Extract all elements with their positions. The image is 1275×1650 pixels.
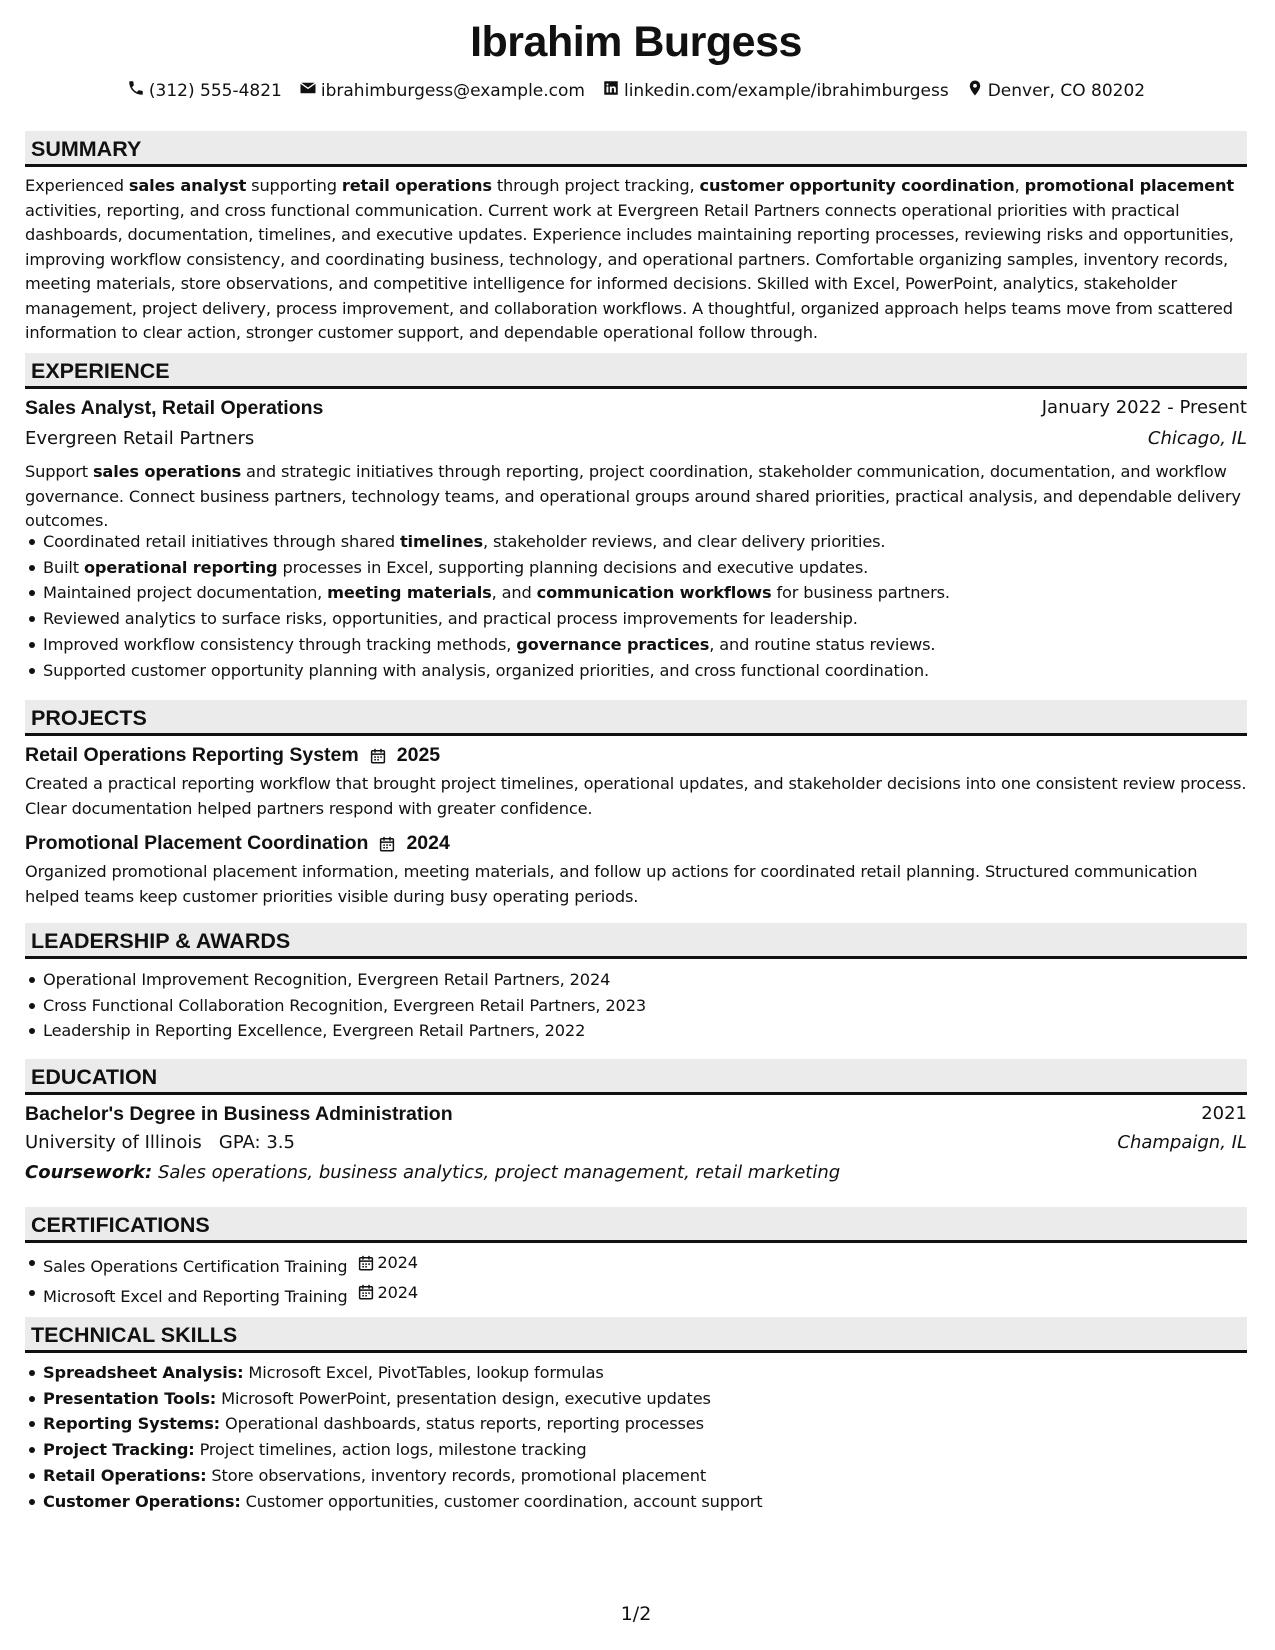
project-description: Created a practical reporting workflow that brought project timelines, operational updates, and stakeholder decisions into one consistent review process. Clear documentation helped partners respond with greater confidence. [25, 774, 1247, 818]
bullet-text: Maintained project documentation, [43, 583, 328, 603]
bullet-text: Built [43, 557, 84, 577]
project-title: Retail Operations Reporting System [25, 744, 359, 766]
bullet-text: , stakeholder reviews, and clear delivery priorities. [482, 532, 886, 551]
school-name: University of Illinois [25, 1132, 202, 1153]
skill-label: Reporting Systems: [43, 1414, 221, 1434]
job-bullets [25, 529, 1255, 683]
project-title: Promotional Placement Coordination [25, 832, 369, 854]
contact-bar [25, 79, 1247, 102]
section-title: PROJECTS [31, 706, 147, 730]
school-line [25, 1132, 295, 1153]
coursework-line [25, 1162, 840, 1183]
list-item [25, 1386, 1255, 1412]
skill-value: Store observations, inventory records, promotional placement [206, 1465, 707, 1485]
list-item [25, 632, 1255, 658]
list-item [25, 1360, 1255, 1386]
job-description [25, 460, 1255, 534]
email-text: ibrahimburgess@example.com [320, 80, 585, 101]
leadership-list [25, 967, 1255, 1044]
skill-label: Project Tracking: [43, 1440, 195, 1460]
bullet-text: , and [491, 583, 537, 603]
section-header-projects [25, 700, 1247, 736]
skill-value: Microsoft Excel, PivotTables, lookup formulas [243, 1363, 604, 1382]
summary-bold: customer opportunity coordination [699, 176, 1015, 195]
page-number: 1/2 [620, 1603, 652, 1625]
project-description: Organized promotional placement information, meeting materials, and follow up actions for coordinated retail planning. Structured communication helped teams keep customer priorities visible during busy operating periods. [25, 862, 1198, 906]
bullet-bold: governance practices [516, 634, 710, 654]
list-item [25, 1489, 1255, 1515]
list-item [25, 1280, 1255, 1310]
project-title-row [25, 744, 440, 767]
cert-name: Sales Operations Certification Training [43, 1256, 348, 1276]
phone-icon [127, 79, 145, 102]
project-year: 2025 [396, 744, 441, 766]
summary-paragraph [25, 174, 1255, 346]
list-item [25, 1463, 1255, 1489]
contact-linkedin[interactable] [602, 79, 949, 102]
summary-bold: retail operations [341, 176, 492, 195]
summary-bold: sales analyst [128, 176, 247, 195]
section-header-skills [25, 1317, 1247, 1353]
section-header-summary [25, 131, 1247, 167]
candidate-name: Ibrahim Burgess [470, 18, 802, 66]
section-header-leadership [25, 923, 1247, 959]
bullet-text: , and routine status reviews. [709, 634, 936, 654]
coursework-text: Sales operations, business analytics, project management, retail marketing [152, 1162, 841, 1183]
skill-value: Customer opportunities, customer coordination, account support [240, 1491, 763, 1511]
summary-text: through project tracking, [491, 176, 700, 195]
list-item [25, 1411, 1255, 1437]
job-location: Chicago, IL [1147, 428, 1247, 449]
list-item [25, 606, 1255, 632]
degree-year: 2021 [1201, 1103, 1247, 1124]
list-item [25, 658, 1255, 684]
bullet-text: Reviewed analytics to surface risks, opportunities, and practical process improvements for leadership. [43, 609, 858, 629]
bullet-text: Supported customer opportunity planning with analysis, organized priorities, and cross functional coordination. [43, 660, 929, 680]
section-title: TECHNICAL SKILLS [31, 1323, 238, 1347]
skills-list [25, 1360, 1255, 1514]
coursework-label: Coursework: [25, 1162, 153, 1183]
skill-value: Microsoft PowerPoint, presentation design, executive updates [216, 1388, 711, 1408]
calendar-icon [378, 835, 396, 853]
list-item [25, 1250, 1255, 1280]
list-item [25, 580, 1255, 606]
summary-bold: promotional placement [1024, 176, 1234, 195]
job-desc-text: and strategic initiatives through reporting, project coordination, stakeholder communication, documentation, and workflow governance. Connect business partners, technology teams, and operational groups around shared priorities, practical analysis, and dependable delivery outcomes. [25, 462, 1241, 530]
cert-name: Microsoft Excel and Reporting Training [43, 1286, 348, 1306]
contact-location [966, 79, 1145, 102]
envelope-icon [299, 79, 317, 102]
list-item: Leadership in Reporting Excellence, Evergreen Retail Partners, 2022 [25, 1018, 1255, 1044]
bullet-bold: operational reporting [83, 557, 278, 577]
calendar-icon [357, 1254, 375, 1272]
summary-text: Experienced [25, 176, 129, 195]
calendar-icon [357, 1283, 375, 1301]
location-text: Denver, CO 80202 [987, 80, 1146, 101]
job-desc-bold: sales operations [92, 462, 242, 481]
school-location: Champaign, IL [1117, 1132, 1247, 1153]
contact-email[interactable] [299, 79, 585, 102]
cert-date [357, 1280, 418, 1306]
project-year: 2024 [406, 832, 450, 854]
gpa: GPA: 3.5 [218, 1132, 295, 1153]
skill-value: Operational dashboards, status reports, reporting processes [220, 1414, 704, 1434]
linkedin-icon [602, 79, 620, 102]
summary-text: supporting [246, 176, 342, 195]
section-header-education [25, 1059, 1247, 1095]
skill-label: Spreadsheet Analysis: [43, 1363, 244, 1382]
contact-phone[interactable] [127, 79, 282, 102]
calendar-icon [369, 747, 387, 765]
list-item [25, 555, 1255, 581]
bullet-text: processes in Excel, supporting planning decisions and executive updates. [277, 557, 869, 577]
section-header-experience [25, 353, 1247, 389]
list-item: Operational Improvement Recognition, Evergreen Retail Partners, 2024 [25, 967, 1255, 993]
cert-date [357, 1250, 418, 1276]
bullet-text: Coordinated retail initiatives through shared [43, 532, 400, 551]
project-title-row [25, 832, 450, 855]
list-item [25, 1437, 1255, 1463]
skill-value: Project timelines, action logs, milestone tracking [194, 1440, 587, 1460]
list-item [25, 529, 1255, 555]
bullet-bold: communication workflows [536, 583, 772, 603]
section-title: LEADERSHIP & AWARDS [31, 929, 291, 953]
phone-text: (312) 555-4821 [148, 80, 282, 101]
summary-text: activities, reporting, and cross functional communication. Current work at Evergreen Retail Partners connects operational priorities with practical dashboards, documentation, timelines, and executive updates. Experience includes maintaining reporting processes, reviewing risks and opportunities, improving workflow consistency, and coordinating business, technology, and operational partners. Comfortable organizing samples, inventory records, meeting materials, store observations, and competitive intelligence for informed decisions. Skilled with Excel, PowerPoint, analytics, stakeholder management, project delivery, process improvement, and collaboration workflows. A thoughtful, organized approach helps teams move from scattered information to clear action, stronger customer support, and dependable operational follow through. [25, 200, 1234, 342]
summary-text: , [1014, 176, 1025, 195]
skill-label: Presentation Tools: [43, 1388, 217, 1408]
bullet-bold: timelines [399, 532, 483, 551]
bullet-text: Improved workflow consistency through tracking methods, [43, 634, 517, 654]
skill-label: Customer Operations: [43, 1491, 241, 1511]
job-desc-text: Support [25, 462, 93, 481]
section-title: SUMMARY [31, 137, 142, 161]
job-title: Sales Analyst, Retail Operations [25, 397, 324, 419]
linkedin-text: linkedin.com/example/ibrahimburgess [623, 80, 949, 101]
bullet-text: for business partners. [771, 583, 950, 603]
skill-label: Retail Operations: [43, 1465, 207, 1485]
section-header-certifications [25, 1207, 1247, 1243]
map-pin-icon [966, 79, 984, 102]
section-title: EDUCATION [31, 1065, 158, 1089]
cert-year: 2024 [377, 1253, 418, 1272]
degree-title: Bachelor's Degree in Business Administration [25, 1103, 453, 1125]
section-title: EXPERIENCE [31, 359, 170, 383]
job-dates: January 2022 - Present [1041, 397, 1247, 418]
section-title: CERTIFICATIONS [31, 1213, 210, 1237]
cert-year: 2024 [377, 1282, 419, 1302]
certifications-list [25, 1250, 1255, 1309]
list-item: Cross Functional Collaboration Recognition, Evergreen Retail Partners, 2023 [25, 993, 1255, 1019]
bullet-bold: meeting materials [327, 583, 492, 603]
job-company: Evergreen Retail Partners [25, 428, 255, 449]
